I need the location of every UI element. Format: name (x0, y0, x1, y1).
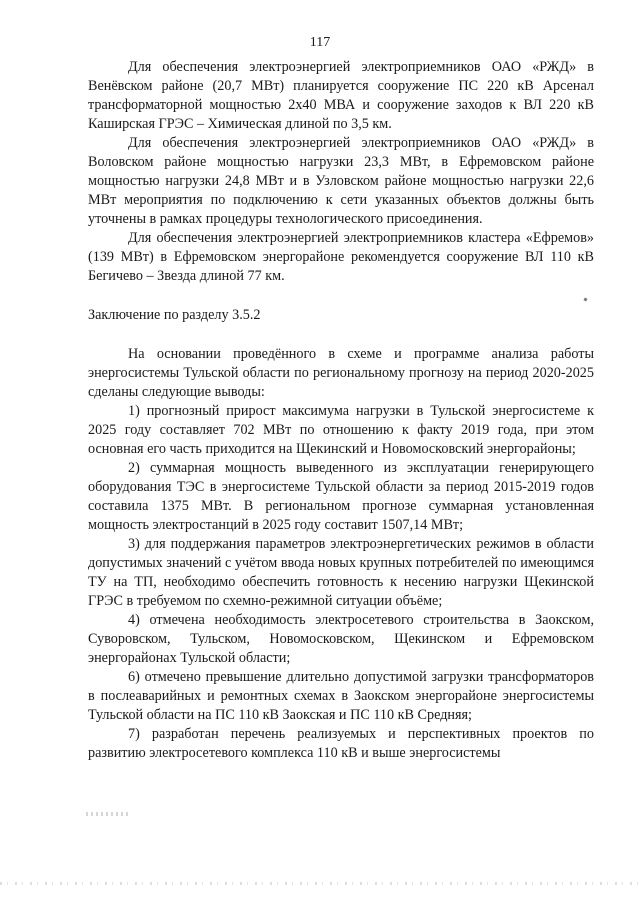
conclusion-item-3: 3) для поддержания параметров электроэнергетических режимов в области допустимых значений с учётом ввода новых крупных потребителей по имеющимся ТУ на ТП, необходимо обеспечить готовность к несению нагрузки Щекинской ГРЭС в требуемом по схемно-режимной ситуации объёме; (88, 536, 594, 609)
conclusion-item-6: 6) отмечено превышение длительно допустимой загрузки трансформаторов в послеаварийных и ремонтных схемах в Заокском энергорайоне энергосистемы Тульской области на ПС 110 кВ Заокская и ПС 110 кВ Средняя; (88, 669, 594, 723)
section-heading: Заключение по разделу 3.5.2 (88, 307, 261, 323)
scan-artifact-smudge (86, 812, 130, 816)
conclusion-item-4: 4) отмечена необходимость электросетевого строительства в Заокском, Суворовском, Тульском, Новомосковском, Щекинском и Ефремовском энергорайонах Тульской области; (88, 612, 594, 666)
conclusion-item-2: 2) суммарная мощность выведенного из эксплуатации генерирующего оборудования ТЭС в энергосистеме Тульской области за период 2015-2019 годов составила 1375 МВт. В региональном прогнозе суммарная установленная мощность электростанций в 2025 году составит 1507,14 МВт; (88, 460, 594, 533)
page-number: 117 (309, 35, 331, 50)
paragraph-railway-venev: Для обеспечения электроэнергией электроприемников ОАО «РЖД» в Венёвском районе (20,7 МВт) планируется сооружение ПС 220 кВ Арсенал трансформаторной мощностью 2х40 МВА и сооружение заходов к ВЛ 220 кВ Каширская ГРЭС – Химическая длиной по 3,5 км. (88, 59, 594, 132)
document-body (88, 58, 594, 763)
conclusion-item-7: 7) разработан перечень реализуемых и перспективных проектов по развитию электросетевого комплекса 110 кВ и выше энергосистемы (88, 726, 594, 761)
paragraph-conclusions-intro: На основании проведённого в схеме и программе анализа работы энергосистемы Тульской области по региональному прогнозу на период 2020-2025 сделаны следующие выводы: (88, 346, 594, 400)
paragraph-cluster-efremov: Для обеспечения электроэнергией электроприемников кластера «Ефремов» (139 МВт) в Ефремовском энергорайоне рекомендуется сооружение ВЛ 110 кВ Бегичево – Звезда длиной 77 км. (88, 230, 594, 284)
scan-artifact-bottom-edge (0, 882, 640, 885)
conclusion-item-1: 1) прогнозный прирост максимума нагрузки в Тульской энергосистеме к 2025 году составляет 702 МВт по отношению к факту 2019 года, при этом основная его часть приходится на Щекинский и Новомосковский энергорайоны; (88, 403, 594, 457)
paragraph-railway-volovo: Для обеспечения электроэнергией электроприемников ОАО «РЖД» в Воловском районе мощностью нагрузки 23,3 МВт, в Ефремовском районе мощностью нагрузки 24,8 МВт и в Узловском районе мощностью нагрузки 22,6 МВт мероприятия по подключению к сети указанных объектов должны быть уточнены в рамках процедуры технологического присоединения. (88, 135, 594, 227)
